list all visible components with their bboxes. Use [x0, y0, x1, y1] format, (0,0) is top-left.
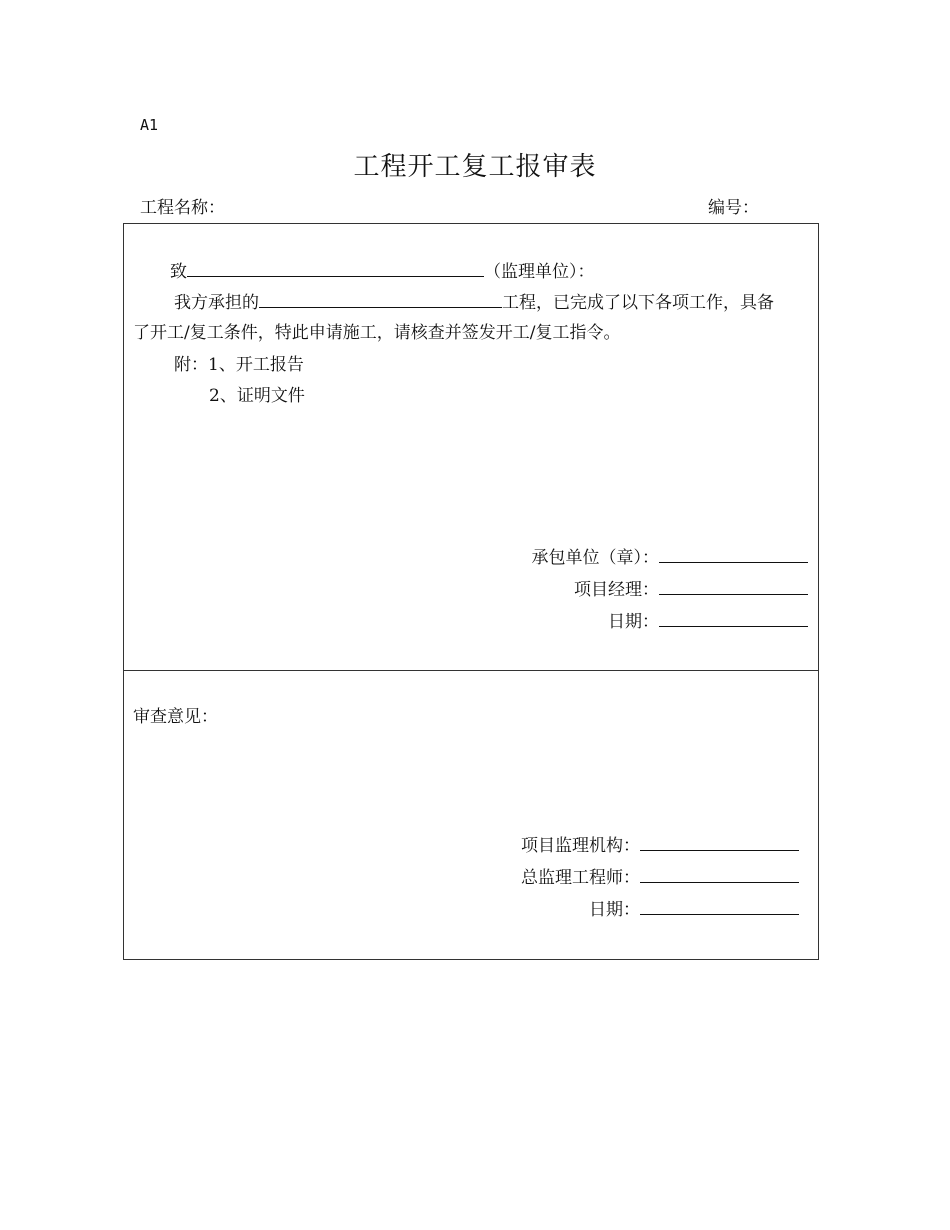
application-date-label: 日期： — [608, 612, 659, 632]
manager-blank[interactable] — [659, 576, 808, 595]
contractor-signature-row — [532, 544, 809, 570]
number-label: 编号： — [708, 198, 759, 218]
chief-blank[interactable] — [640, 864, 799, 883]
chief-signature-row — [521, 864, 799, 890]
body-line-1 — [174, 289, 774, 315]
org-signature-row — [521, 832, 799, 858]
body-line-2: 了开工/复工条件，特此申请施工，请核查并签发开工/复工指令。 — [133, 323, 621, 343]
to-prefix: 致 — [170, 262, 187, 282]
project-blank[interactable] — [259, 289, 502, 308]
org-blank[interactable] — [640, 832, 799, 851]
application-date-blank[interactable] — [659, 608, 808, 627]
application-date-row — [608, 608, 808, 634]
org-label: 项目监理机构： — [521, 836, 640, 856]
supervisor-unit-blank[interactable] — [187, 258, 484, 277]
manager-label: 项目经理： — [574, 580, 659, 600]
review-date-blank[interactable] — [640, 896, 799, 915]
review-label: 审查意见： — [133, 707, 218, 727]
form-code: A1 — [140, 116, 159, 134]
chief-label: 总监理工程师： — [521, 868, 640, 888]
project-name-label: 工程名称： — [140, 198, 225, 218]
manager-signature-row — [574, 576, 808, 602]
contractor-blank[interactable] — [659, 544, 808, 563]
form-table — [123, 223, 819, 960]
body-prefix: 我方承担的 — [174, 293, 259, 313]
body-suffix: 工程，已完成了以下各项工作，具备 — [502, 293, 774, 313]
section-divider — [124, 670, 818, 671]
review-date-row — [589, 896, 799, 922]
attachment-2: 2、证明文件 — [209, 386, 305, 406]
attachments-label: 附：1、开工报告 — [174, 355, 304, 375]
to-suffix: （监理单位）： — [484, 262, 595, 282]
page-title: 工程开工复工报审表 — [353, 152, 597, 182]
contractor-label: 承包单位（章）： — [531, 548, 659, 568]
to-line — [170, 258, 595, 284]
review-date-label: 日期： — [589, 900, 640, 920]
